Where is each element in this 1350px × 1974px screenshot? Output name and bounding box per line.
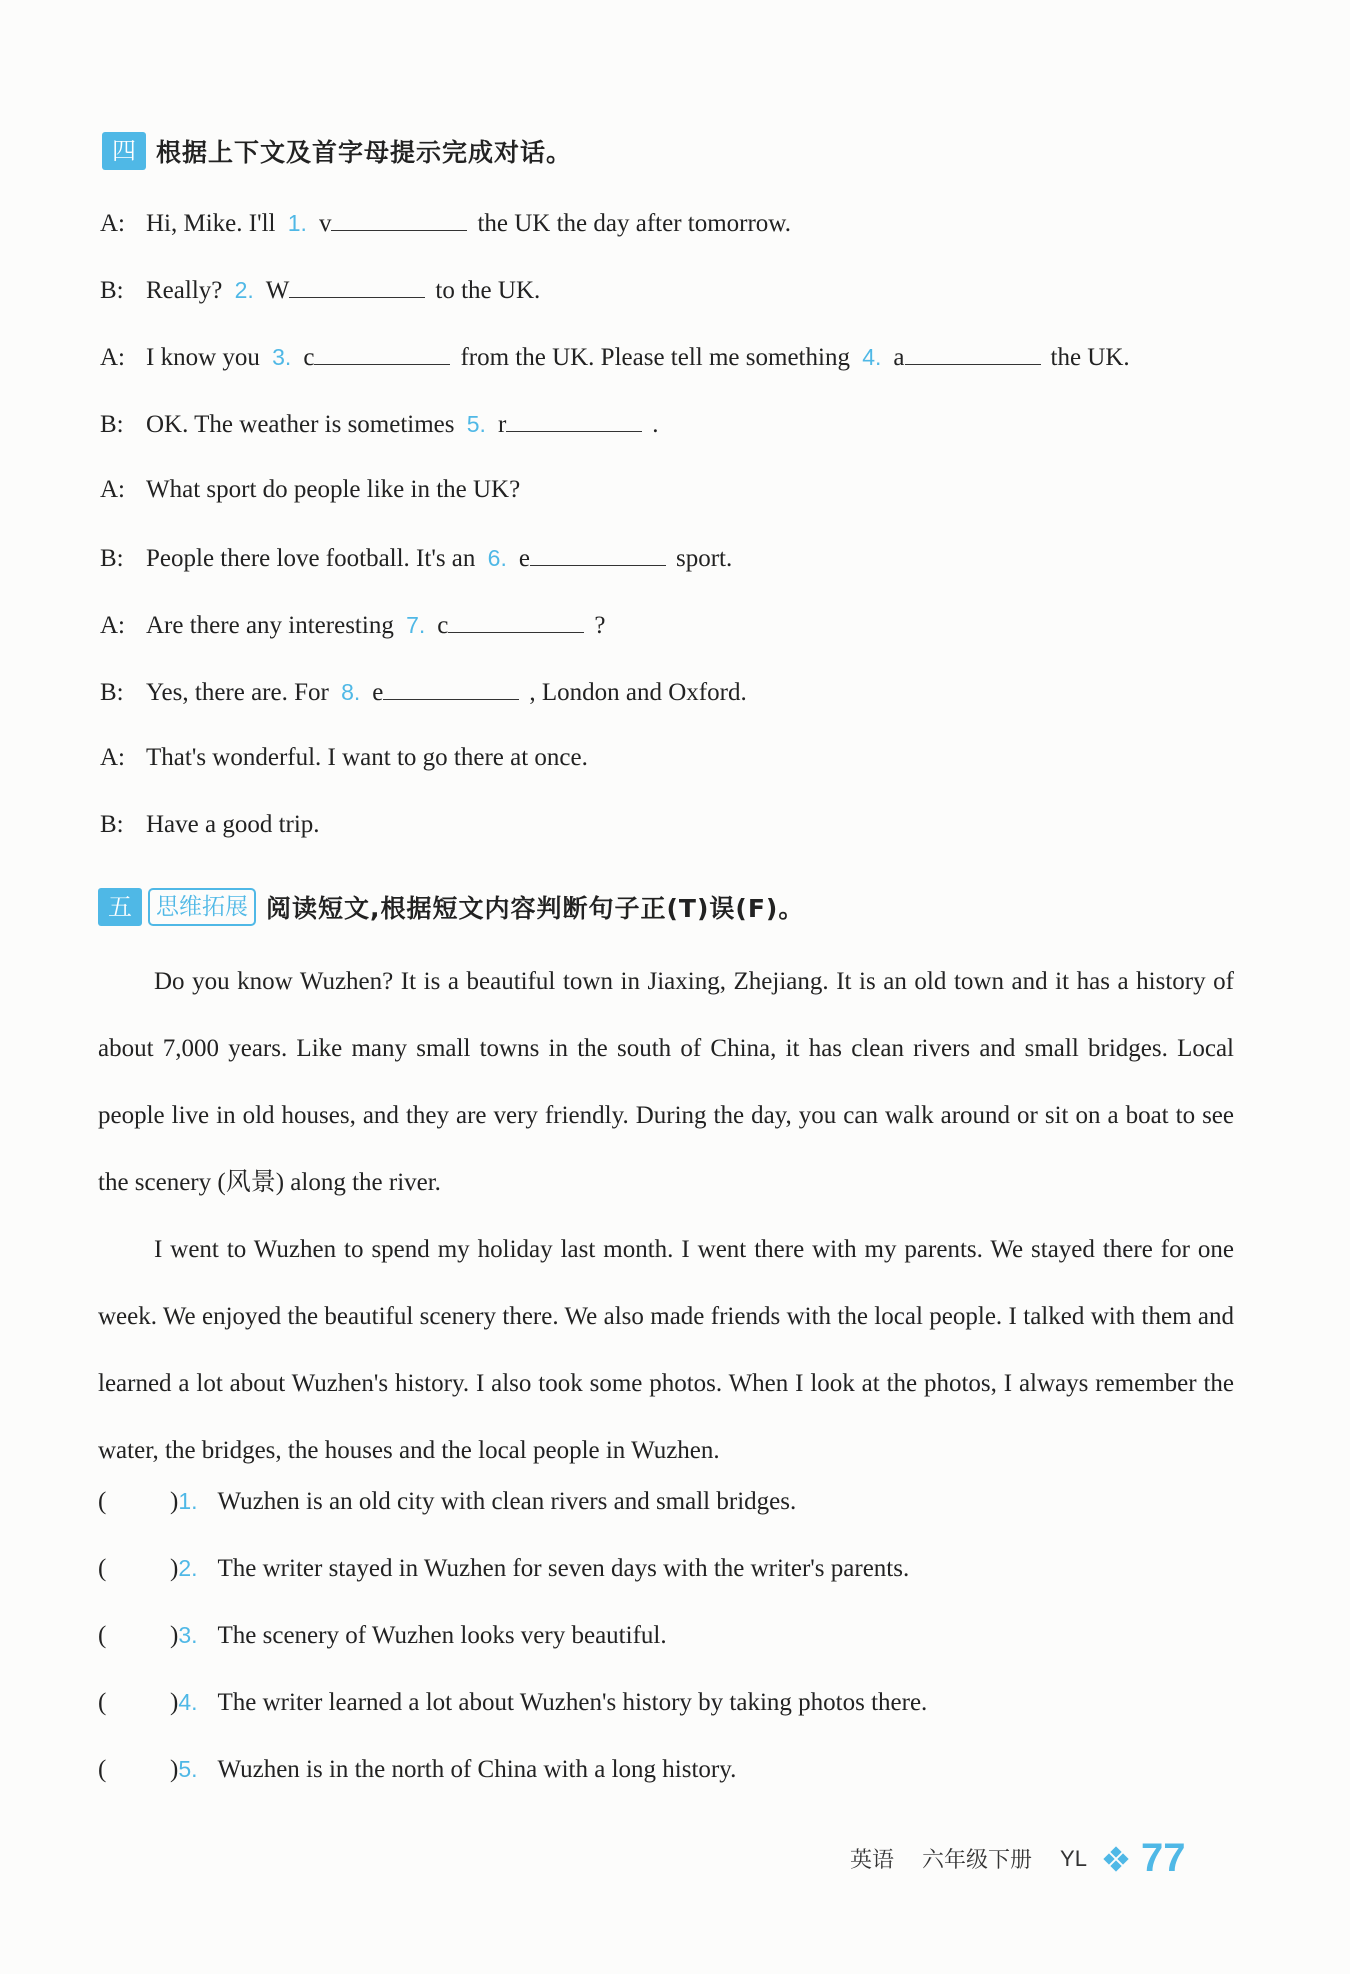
speaker-label: A: — [100, 612, 125, 639]
answer-blank[interactable] — [383, 677, 519, 700]
speaker-label: A: — [100, 344, 125, 371]
answer-paren-open[interactable]: ( — [98, 1756, 107, 1783]
dialogue-line — [100, 677, 747, 707]
speaker-label: B: — [100, 411, 124, 438]
answer-paren-close: ) — [170, 1756, 179, 1783]
dialogue-text: the UK the day after tomorrow. — [477, 210, 791, 237]
statement-row — [98, 1689, 927, 1717]
dialogue-line — [100, 610, 605, 640]
passage-paragraph: I went to Wuzhen to spend my holiday last month. I went there with my parents. We stayed there for one week. We enjoyed the beautiful scenery there. We also made friends with the local people. I talked with them and learned a lot about Wuzhen's history. I also took some photos. When I look at the photos, I always remember the water, the bridges, the houses and the local people in Wuzhen. — [98, 1236, 1234, 1464]
dialogue-line — [100, 543, 732, 573]
answer-blank[interactable] — [314, 342, 450, 365]
answer-paren-close: ) — [170, 1555, 179, 1582]
section-4-title: 根据上下文及首字母提示完成对话。 — [156, 138, 573, 167]
reading-passage — [98, 948, 1234, 1484]
dialogue-line — [100, 744, 588, 772]
answer-blank[interactable] — [289, 275, 425, 298]
footer-edition: YL — [1060, 1845, 1087, 1871]
speaker-label: A: — [100, 744, 125, 771]
answer-blank[interactable] — [530, 543, 666, 566]
statement-text: Wuzhen is an old city with clean rivers and small bridges. — [217, 1488, 797, 1515]
dialogue-text: r — [497, 411, 507, 438]
statement-row — [98, 1622, 667, 1650]
dialogue-text: W — [265, 277, 290, 304]
answer-paren-open[interactable]: ( — [98, 1555, 107, 1582]
dialogue-text: the UK. — [1050, 344, 1130, 371]
dialogue-text: a — [893, 344, 905, 371]
statement-number: 1. — [178, 1488, 198, 1514]
question-number: 8. — [341, 679, 361, 705]
statement-text: The writer learned a lot about Wuzhen's history by taking photos there. — [217, 1689, 928, 1716]
answer-blank[interactable] — [331, 208, 467, 231]
dialogue-text: c — [303, 344, 315, 371]
dialogue-text: e — [372, 679, 384, 706]
statement-text: The writer stayed in Wuzhen for seven days with the writer's parents. — [217, 1555, 910, 1582]
question-number: 7. — [406, 612, 426, 638]
dialogue-text: ? — [594, 612, 606, 639]
answer-blank[interactable] — [506, 409, 642, 432]
speaker-label: B: — [100, 811, 124, 838]
section-5-title: 阅读短文,根据短文内容判断句子正(T)误(F)。 — [266, 894, 805, 923]
dialogue-text: Have a good trip. — [146, 811, 320, 838]
speaker-label: B: — [100, 277, 124, 304]
dialogue-line — [100, 275, 540, 305]
answer-paren-close: ) — [170, 1622, 179, 1649]
answer-paren-close: ) — [170, 1488, 179, 1515]
answer-blank[interactable] — [448, 610, 584, 633]
statement-row — [98, 1555, 909, 1583]
dialogue-text: to the UK. — [435, 277, 541, 304]
dialogue-text: OK. The weather is sometimes — [146, 411, 461, 438]
diamond-icon — [1105, 1848, 1127, 1870]
dialogue-line — [100, 811, 320, 839]
statement-number: 5. — [178, 1756, 198, 1782]
statement-text: The scenery of Wuzhen looks very beautiful. — [217, 1622, 667, 1649]
dialogue-line — [100, 409, 659, 439]
statement-text: Wuzhen is in the north of China with a long history. — [217, 1756, 737, 1783]
dialogue-text: e — [518, 545, 530, 572]
statement-row — [98, 1488, 796, 1516]
dialogue-text: , London and Oxford. — [529, 679, 747, 706]
thinking-extension-tag: 思维拓展 — [148, 888, 256, 926]
speaker-label: B: — [100, 679, 124, 706]
dialogue-line — [100, 208, 791, 238]
dialogue-text: sport. — [675, 545, 733, 572]
statement-row — [98, 1756, 736, 1784]
dialogue-text: Are there any interesting — [146, 612, 401, 639]
section-4-badge: 四 — [102, 132, 146, 170]
dialogue-text: v — [318, 210, 332, 237]
dialogue-text: People there love football. It's an — [146, 545, 482, 572]
section-5-badge: 五 — [98, 888, 142, 926]
question-number: 3. — [272, 344, 292, 370]
dialogue-text: c — [437, 612, 449, 639]
statement-number: 2. — [178, 1555, 198, 1581]
passage-paragraph: Do you know Wuzhen? It is a beautiful town in Jiaxing, Zhejiang. It is an old town and it has a history of about 7,000 years. Like many small towns in the south of China, it has clean rivers and small bridges. Local people live in old houses, and they are very friendly. During the day, you can walk around or sit on a boat to see the scenery (风景) along the river. — [98, 968, 1234, 1196]
section-4-header — [102, 132, 572, 170]
answer-paren-open[interactable]: ( — [98, 1488, 107, 1515]
dialogue-text: Really? — [146, 277, 229, 304]
section-5-header — [98, 888, 804, 926]
statement-number: 3. — [178, 1622, 198, 1648]
page-footer — [850, 1836, 1185, 1881]
speaker-label: B: — [100, 545, 124, 572]
question-number: 5. — [466, 411, 486, 437]
dialogue-text: I know you — [146, 344, 267, 371]
speaker-label: A: — [100, 210, 125, 237]
footer-subject: 英语 — [850, 1848, 895, 1873]
answer-paren-close: ) — [170, 1689, 179, 1716]
footer-grade: 六年级下册 — [922, 1848, 1033, 1873]
dialogue-line — [100, 476, 520, 504]
dialogue-text: Hi, Mike. I'll — [146, 210, 282, 237]
dialogue-text: Yes, there are. For — [146, 679, 336, 706]
question-number: 4. — [862, 344, 882, 370]
dialogue-text: What sport do people like in the UK? — [146, 476, 521, 503]
question-number: 2. — [234, 277, 254, 303]
answer-blank[interactable] — [905, 342, 1041, 365]
question-number: 6. — [487, 545, 507, 571]
speaker-label: A: — [100, 476, 125, 503]
page-number: 77 — [1140, 1836, 1186, 1880]
answer-paren-open[interactable]: ( — [98, 1622, 107, 1649]
dialogue-line — [100, 342, 1130, 372]
dialogue-text: from the UK. Please tell me something — [460, 344, 857, 371]
statement-number: 4. — [178, 1689, 198, 1715]
answer-paren-open[interactable]: ( — [98, 1689, 107, 1716]
dialogue-text: That's wonderful. I want to go there at once. — [146, 744, 588, 771]
question-number: 1. — [287, 210, 307, 236]
dialogue-text: . — [652, 411, 659, 438]
